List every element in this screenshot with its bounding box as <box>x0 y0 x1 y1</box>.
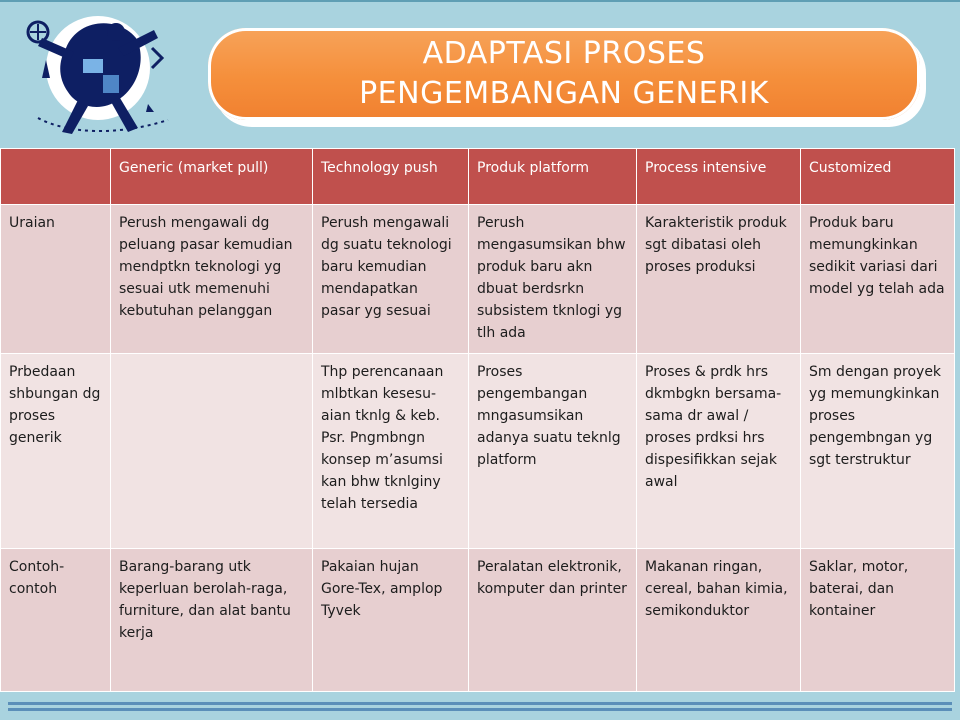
table-row <box>1 205 955 354</box>
footer-decoration-bars <box>0 694 960 720</box>
slide-title-banner <box>208 28 920 120</box>
table-cell: Karakteristik produk sgt dibatasi oleh proses produksi <box>637 205 801 354</box>
table-cell <box>111 354 313 549</box>
table-cell: Produk baru memungkinkan sedikit variasi dari model yg telah ada <box>801 205 955 354</box>
table-cell: Saklar, motor, baterai, dan kontainer <box>801 549 955 692</box>
header-cell-process-intensive: Process intensive <box>637 149 801 205</box>
table-cell: Sm dengan proyek yg memungkinkan proses pengembngan yg sgt terstruktur <box>801 354 955 549</box>
table-row <box>1 549 955 692</box>
header-cell-corner <box>1 149 111 205</box>
table-cell: Thp perencanaan mlbtkan kesesu-aian tknlg & keb. Psr. Pngmbngn konsep m’asumsi kan bhw tknlginy telah tersedia <box>313 354 469 549</box>
table-cell: Proses & prdk hrs dkmbgkn bersama-sama dr awal / proses prdksi hrs dispesifikkan sejak awal <box>637 354 801 549</box>
header-cell-customized: Customized <box>801 149 955 205</box>
slide-title-line-1: ADAPTASI PROSES <box>422 36 706 71</box>
businessman-clipart-illustration <box>18 8 178 140</box>
table-cell: Pakaian hujan Gore-Tex, amplop Tyvek <box>313 549 469 692</box>
table-header-row <box>1 149 955 205</box>
table-cell: Perush mengasumsikan bhw produk baru akn dbuat berdsrkn subsistem tknlogi yg tlh ada <box>469 205 637 354</box>
slide-title-line-2: PENGEMBANGAN GENERIK <box>359 76 769 111</box>
row-label: Contoh-contoh <box>1 549 111 692</box>
table-cell: Barang-barang utk keperluan berolah-raga, furniture, dan alat bantu kerja <box>111 549 313 692</box>
table-cell: Perush mengawali dg peluang pasar kemudian mendptkn teknologi yg sesuai utk memenuhi kebutuhan pelanggan <box>111 205 313 354</box>
table-row <box>1 354 955 549</box>
row-label: Prbedaan shbungan dg proses generik <box>1 354 111 549</box>
header-cell-technology-push: Technology push <box>313 149 469 205</box>
table-cell: Makanan ringan, cereal, bahan kimia, semikonduktor <box>637 549 801 692</box>
table-cell: Perush mengawali dg suatu teknologi baru kemudian mendapatkan pasar yg sesuai <box>313 205 469 354</box>
table-cell: Peralatan elektronik, komputer dan printer <box>469 549 637 692</box>
header-cell-generic: Generic (market pull) <box>111 149 313 205</box>
table-cell: Proses pengembangan mngasumsikan adanya suatu teknlg platform <box>469 354 637 549</box>
header-cell-produk-platform: Produk platform <box>469 149 637 205</box>
process-adaptation-table <box>0 148 955 692</box>
row-label: Uraian <box>1 205 111 354</box>
